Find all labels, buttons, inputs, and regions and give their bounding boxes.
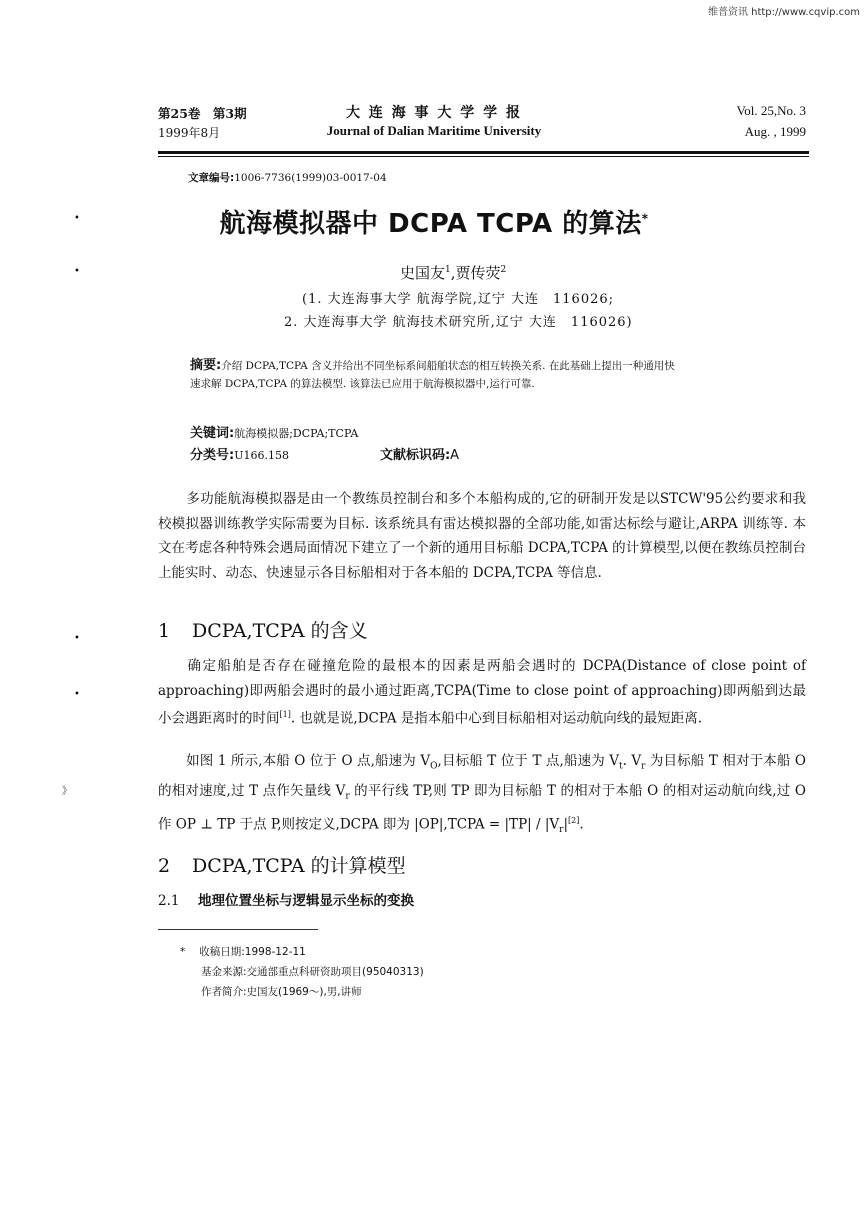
footnote-received-text: 收稿日期:1998-12-11 — [199, 946, 306, 958]
keywords — [190, 422, 358, 441]
header-volume-issue-cn: 第25卷 第3期 — [158, 106, 247, 121]
section-1-p1-text-a: 确定船舶是否存在碰撞危险的最根本的因素是两船会遇时的 DCPA(Distance of close point of approaching)即两船会遇时的最小通过距离,TCPA(Time to close point of approaching)即两船到达最小会遇距离时的时间 — [158, 658, 806, 727]
footnote-received — [180, 944, 306, 959]
subscript-r-1: r — [641, 761, 646, 772]
subscript-t: t — [619, 761, 623, 772]
footnote-fund: 基金来源:交通部重点科研资助项目(95040313) — [201, 966, 424, 978]
margin-mark-4: • — [74, 689, 80, 700]
author-1: 史国友 — [400, 264, 446, 282]
section-1-paragraph-2 — [158, 749, 806, 843]
section-1-p2-text-c: . V — [622, 753, 642, 769]
header-date-cn: 1999年8月 — [158, 126, 221, 140]
margin-mark-1: • — [74, 213, 80, 224]
article-number — [188, 170, 387, 185]
subscript-r-3: r — [559, 825, 564, 836]
footnote-author-bio: 作者简介:史国友(1969～),男,讲师 — [201, 986, 362, 998]
author-1-affil-mark: 1 — [445, 265, 451, 275]
intro-paragraph — [158, 487, 806, 585]
authors — [400, 262, 506, 283]
section-1-p2-text-e: 的平行线 TP,则 TP 即为目标船 T 的相对于本船 O 的相对运动航向线,过 O 作 OP ⊥ TP 于点 P,则按定义,DCPA 即为 |OP|,TCPA = |TP| / |V — [158, 783, 806, 833]
section-2-1-number: 2.1 — [158, 893, 180, 909]
abstract-line-2: 速求解 DCPA,TCPA 的算法模型. 该算法已应用于航海模拟器中,运行可靠. — [190, 378, 535, 390]
header-volume-issue-en: Vol. 25,No. 3 — [736, 103, 806, 118]
section-2-heading — [158, 851, 406, 878]
section-1-number: 1 — [158, 620, 171, 642]
header-rule-thick — [158, 151, 809, 154]
footnote-mark: * — [180, 946, 186, 958]
affiliation-2: 2. 大连海事大学 航海技术研究所,辽宁 大连 116026) — [284, 315, 633, 330]
citation-1: [1] — [279, 710, 291, 719]
keywords-label: 关键词: — [190, 426, 235, 441]
header-journal-en: Journal of Dalian Maritime University — [326, 123, 542, 138]
paper-title — [0, 203, 868, 240]
paper-title-text: 航海模拟器中 DCPA TCPA 的算法 — [219, 209, 642, 239]
subscript-o: O — [430, 761, 438, 772]
margin-mark-5: 》 — [62, 786, 72, 797]
section-1-p1-text-b: . 也就是说,DCPA 是指本船中心到目标船相对运动航向线的最短距离. — [290, 710, 703, 727]
classification-value: U166.158 — [234, 449, 289, 462]
subscript-r-2: r — [345, 791, 350, 802]
classification-label: 分类号: — [190, 448, 235, 463]
author-2-affil-mark: 2 — [500, 265, 507, 275]
section-1-paragraph-1 — [158, 654, 806, 731]
citation-2: [2] — [568, 816, 580, 826]
margin-mark-3: • — [74, 633, 80, 644]
section-2-number: 2 — [158, 855, 171, 877]
section-1-p2-text-g: . — [579, 816, 584, 833]
header-date-en: Aug. , 1999 — [744, 124, 806, 139]
section-1-p2-text-b: ,目标船 T 位于 T 点,船速为 V — [437, 753, 620, 769]
section-1-p2-text-a: 如图 1 所示,本船 O 位于 O 点,船速为 V — [186, 753, 431, 769]
margin-mark-2: • — [74, 266, 80, 277]
section-1-p2-text-f: | — [563, 816, 568, 833]
article-number-value: 1006-7736(1999)03-0017-04 — [234, 172, 387, 184]
section-2-title: DCPA,TCPA 的计算模型 — [192, 855, 406, 877]
abstract-line-1: 介绍 DCPA,TCPA 含义并给出不同坐标系间船舶状态的相互转换关系. 在此基础上提出一种通用快 — [221, 360, 675, 372]
author-separator: , — [450, 264, 456, 282]
article-number-label: 文章编号: — [188, 172, 235, 184]
section-2-1-title: 地理位置坐标与逻辑显示坐标的变换 — [198, 893, 414, 909]
intro-paragraph-text: 多功能航海模拟器是由一个教练员控制台和多个本船构成的,它的研制开发是以STCW'95公约要求和我校模拟器训练教学实际需要为目标. 该系统具有雷达模拟器的全部功能,如雷达标绘与避让,ARPA 训练等. 本文在考虑各种特殊会遇局面情况下建立了一个新的通用目标船 DCPA,TCPA 的计算模型,以便在教练员控制台上能实时、动态、快速显示各目标船相对于各本船的 DCPA,TCPA 等信息. — [158, 491, 806, 581]
watermark: 维普资讯 http://www.cqvip.com — [707, 7, 860, 18]
section-1-title: DCPA,TCPA 的含义 — [192, 620, 368, 642]
header-journal-cn: 大 连 海 事 大 学 学 报 — [345, 105, 523, 121]
author-2: 贾传荧 — [455, 264, 501, 282]
affiliation-1: (1. 大连海事大学 航海学院,辽宁 大连 116026; — [302, 292, 615, 307]
title-footnote-mark: * — [641, 211, 649, 226]
footnote-rule — [158, 929, 318, 930]
section-1-p2-text-d: 为目标船 T 相对于本船 O 的相对速度,过 T 点作矢量线 V — [158, 753, 806, 800]
section-1-heading — [158, 616, 368, 643]
abstract — [190, 357, 810, 393]
document-code-label: 文献标识码: — [379, 448, 451, 463]
keywords-value: 航海模拟器;DCPA;TCPA — [234, 427, 359, 440]
document-code-value: A — [450, 448, 460, 463]
section-2-1-heading — [158, 889, 414, 909]
abstract-label: 摘要: — [190, 358, 222, 373]
classification — [190, 444, 459, 463]
header-rule-thin — [158, 156, 809, 157]
